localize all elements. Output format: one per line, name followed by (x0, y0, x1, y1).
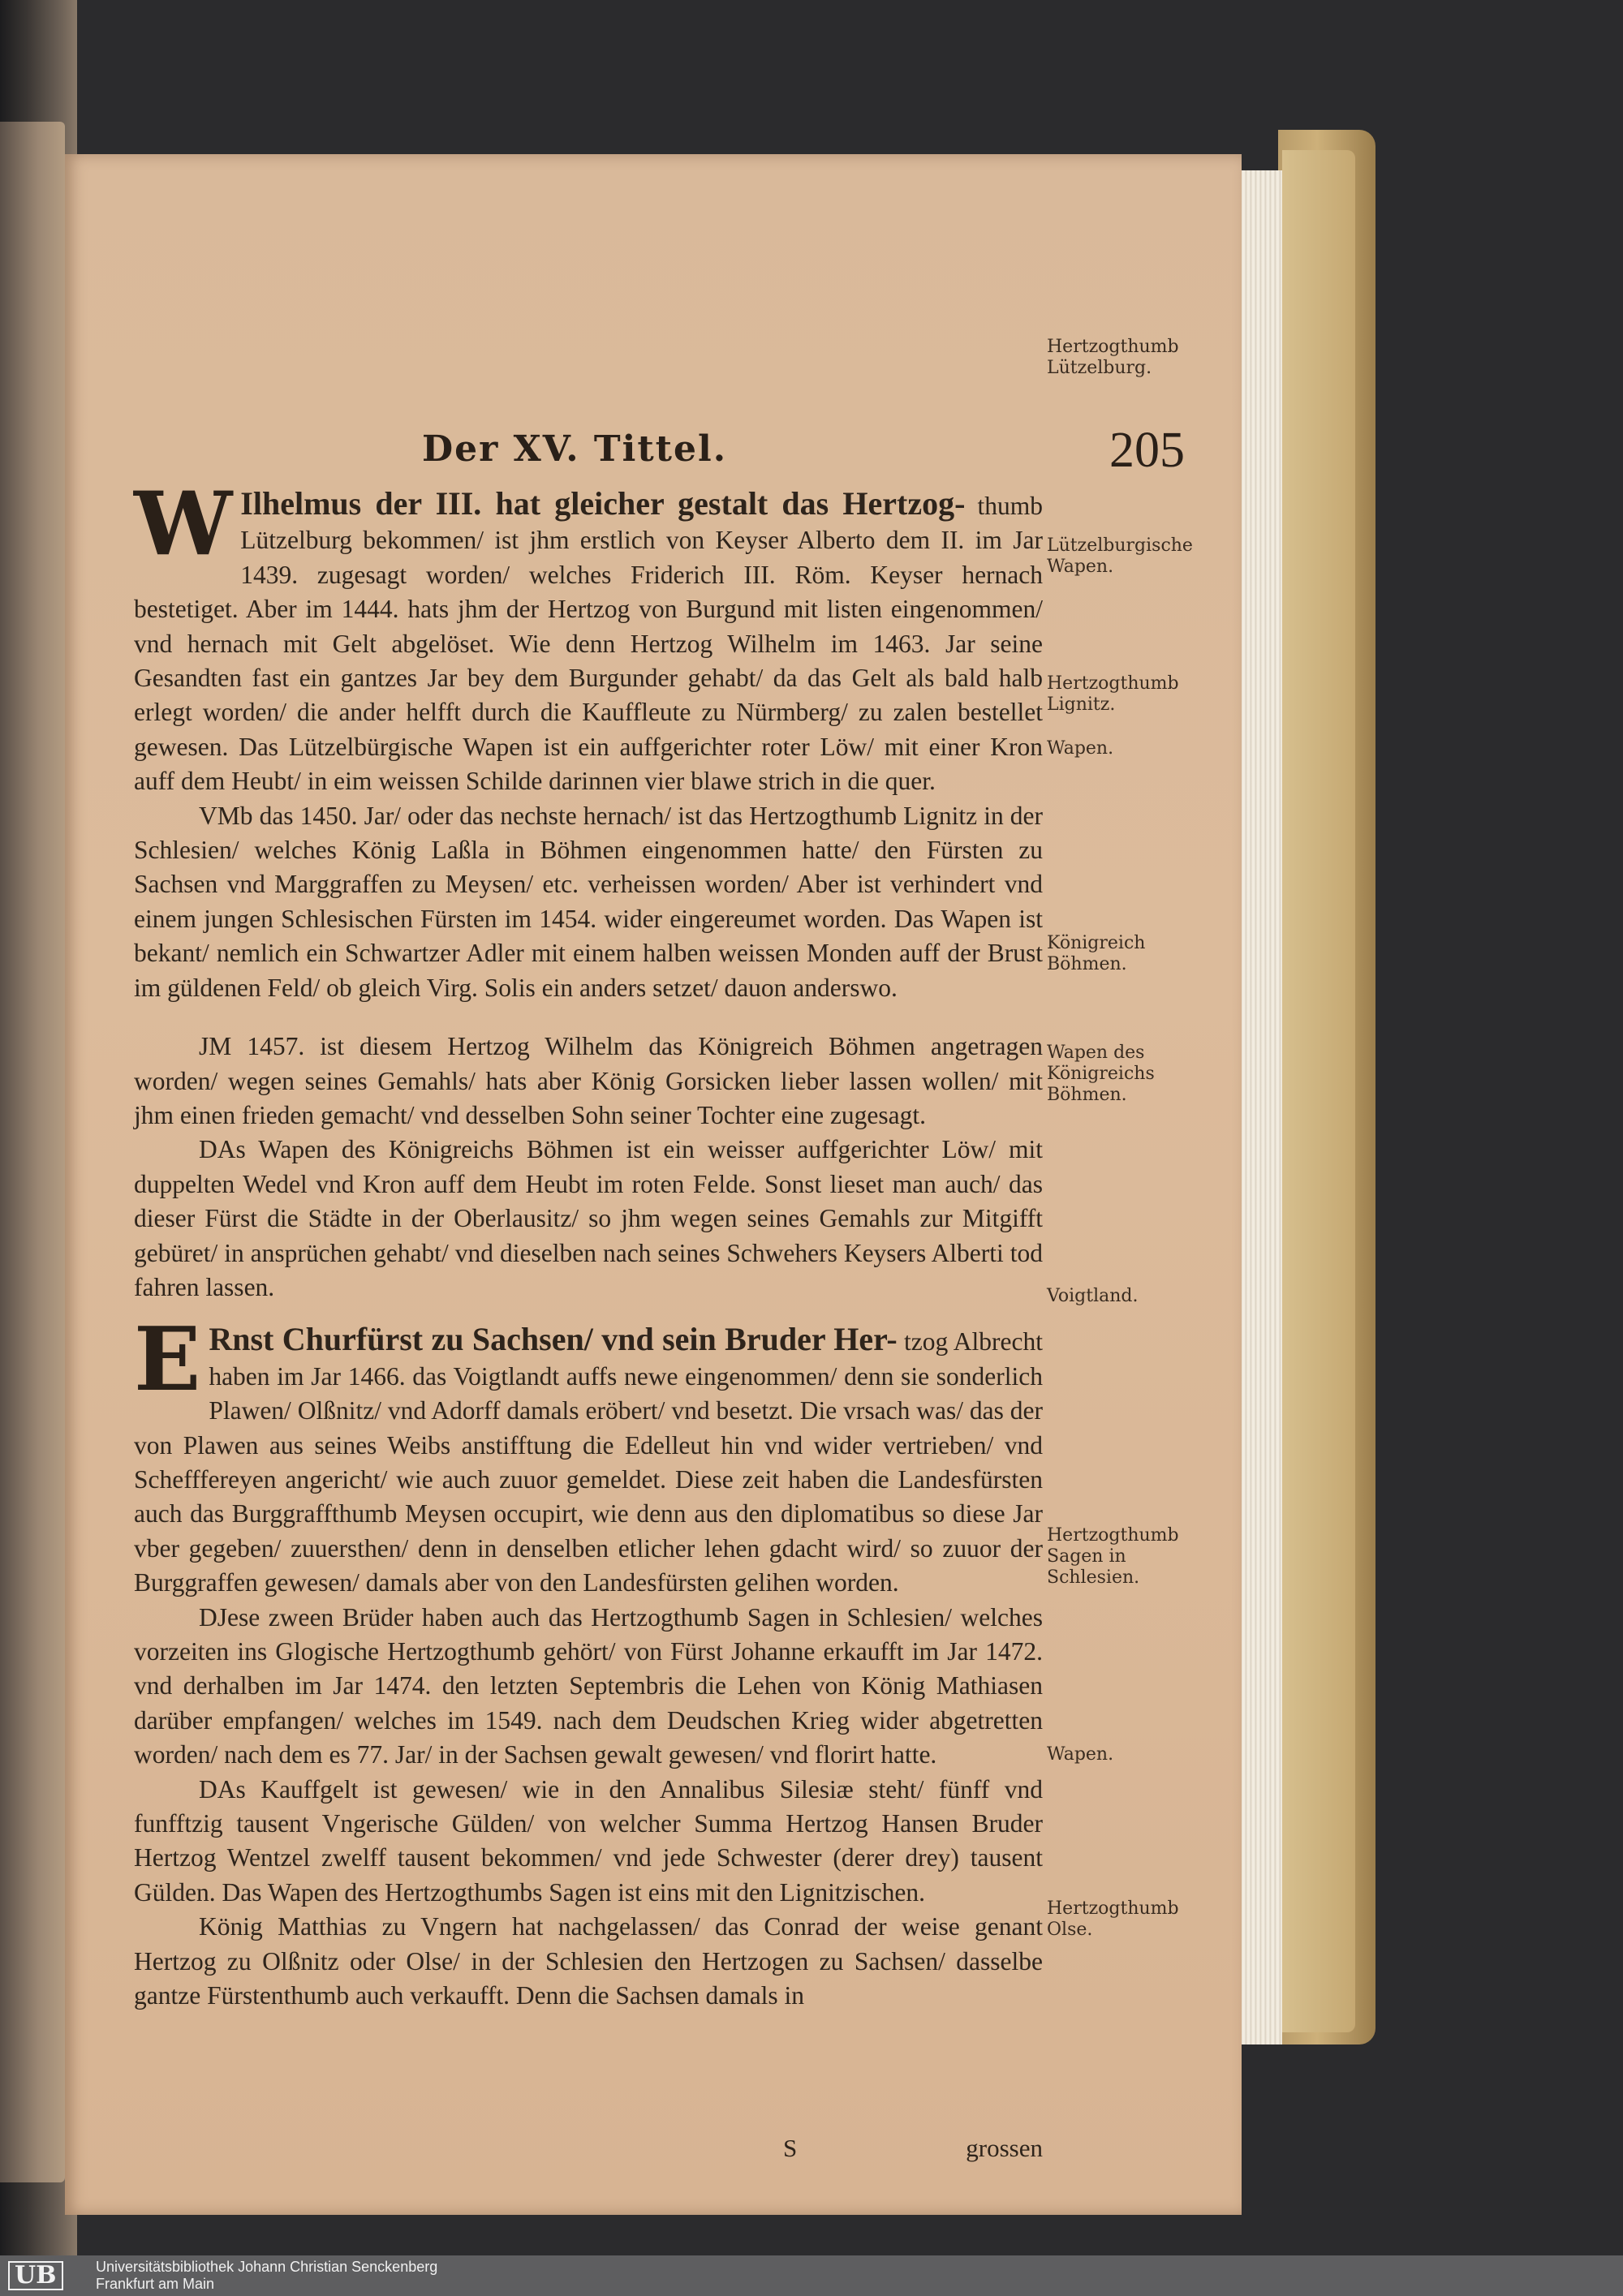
paragraph-kauffgelt: DAs Kauffgelt ist gewesen/ wie in den Annalibus Silesiæ steht/ fünff vnd funfftzig tausent Vngerische Gülden/ von welcher Summa Hertzog Hansen Bruder Hertzog Wentzel zwelff tausent bekommen/ vnd jede Schwester (derer drey) tausent Gülden. Das Wapen des Hertzogthumbs Sagen ist eins mit den Lignitzischen. (134, 1774, 1043, 1907)
margin-note: Wapen. (1047, 1744, 1114, 1765)
margin-note: Wapen. (1047, 738, 1114, 759)
paragraph-text: tzog Albrecht haben im Jar 1466. das Voigtlandt auffs newe eingenommen/ denn sie sonderlich Plawen/ Olßnitz/ vnd Adorff damals eröbert/ vnd besetzt. Die vrsach was/ das der von Plawen aus seines Weibs anstifftung die Edelleut hin vnd wider vertrieben/ vnd Schefffereyen angericht/ wie auch zuuor gemeldet. Diese zeit haben die Landesfürsten auch das Burggraffthumb Meysen occupirt, wie denn aus den diplomatibus so diese Jar vber gegeben/ zuuersthen/ denn in denselben etlicher lehen gdacht wird/ so zuuor der Burggraffen gewesen/ damals aber von den Landesfürsten gelihen worden. (134, 1327, 1044, 1597)
library-name-line1: Universitätsbibliothek Johann Christian Senckenberg (96, 2259, 438, 2275)
initial-letter: W (134, 473, 233, 575)
paragraph-boehmen-wapen: DAs Wapen des Königreichs Böhmen ist ein weisser auffgerichter Löw/ mit duppelten Wedel vnd Kron auff dem Heubt im roten Felde. Sonst lieset man auch/ das dieser Fürst die Städte in der Oberlausitz/ so jhm wegen seines Gemahls zur Mitgifft gebüret/ in ansprüchen gehabt/ vnd dieselben nach seines Schwehers Keysers Alberti tod fahren lassen. (134, 1135, 1043, 1301)
page-header (422, 422, 1185, 487)
library-name-line2: Frankfurt am Main (96, 2276, 215, 2292)
paragraph-lignitz: VMb das 1450. Jar/ oder das nechste hernach/ ist das Hertzogthumb Lignitz in der Schlesien/ welches König Laßla in Böhmen eingenommen hatte/ den Fürsten zu Sachsen vnd Marggraffen zu Meysen/ etc. verheissen worden/ Aber ist verhindert vnd einem jungen Schlesischen Fürsten im 1454. wider eingereumet worden. Das Wapen ist bekant/ nemlich ein Schwartzer Adler mit einem halben weissen Monden auff der Brust im güldenen Feld/ ob gleich Virg. Solis ein anders setzet/ dauon anderswo. (134, 801, 1043, 1002)
body-text (134, 473, 1044, 2013)
margin-note: Königreich Böhmen. (1047, 933, 1146, 974)
page-number: 205 (1109, 423, 1185, 478)
library-name (96, 2259, 437, 2293)
book-page (65, 154, 1242, 2215)
margin-note: Hertzogthumb Lützelburg. (1047, 337, 1179, 378)
paragraph-voigtland (134, 1309, 1044, 1600)
paragraph-luetzelburg (134, 473, 1044, 799)
margin-note: Hertzogthumb Lignitz. (1047, 673, 1179, 715)
paragraph-text: thumb Lützelburg bekommen/ ist jhm erstlich von Keyser Alberto dem II. im Jar 1439. zugesagt worden/ welches Friderich III. Röm. Keyser hernach bestetiget. Aber im 1444. hats jhm der Hertzog von Burgund mit listen eingenommen/ vnd hernach mit Gelt abgelöset. Wie denn Hertzog Wilhelm im 1463. Jar seine Gesandten fast ein gantzes Jar bey dem Burgunder gehabt/ da das Gelt als bald halb erlegt worden/ die ander helfft durch die Kauffleute zu Nürmberg/ zu zalen bestellet gewesen. Das Lützelbürgische Wapen ist ein auffgerichter roter Löw/ mit einer Kron auff dem Heubt/ in eim weissen Schilde darinnen vier blawe strich in die quer. (134, 492, 1044, 796)
margin-note: Lützelburgische Wapen. (1047, 535, 1193, 577)
lead-line: Ilhelmus der III. hat gleicher gestalt das Hertzog- (240, 485, 966, 522)
ub-logo[interactable]: UB (8, 2260, 89, 2291)
running-title: Der XV. Tittel. (422, 428, 728, 470)
margin-note: Voigtland. (1047, 1286, 1139, 1306)
signature-mark: S (783, 2134, 798, 2162)
paragraph-olse: König Matthias zu Vngern hat nachgelassen/ das Conrad der weise genant Hertzog zu Olßnitz oder Olse/ in der Schlesien den Hertzogen zu Sachsen/ dasselbe gantze Fürstenthumb auch verkaufft. Denn die Sachsen damals in (134, 1912, 1043, 2010)
initial-letter: E (134, 1309, 201, 1412)
spacer (134, 1005, 1043, 1030)
book-cover-inner (1282, 150, 1355, 2032)
paragraph-boehmen: JM 1457. ist diesem Hertzog Wilhelm das Königreich Böhmen angetragen worden/ wegen seines Gemahls/ hats aber König Gorsicken lieber lassen wollen/ mit jhm einen frieden gemacht/ vnd desselben Sohn seiner Tochter eine zugesagt. (134, 1032, 1043, 1129)
library-footer (0, 2255, 1623, 2296)
paragraph-sagen: DJese zween Brüder haben auch das Hertzogthumb Sagen in Schlesien/ welches vorzeiten ins Glogische Hertzogthumb gehört/ von Fürst Johanne erkaufft im Jar 1472. vnd derhalben im Jar 1474. den letzten Septembris die Lehen von König Mathiasen darüber empfangen/ welches im 1549. nach dem Deudschen Krieg wider abgetretten worden/ nach dem es 77. Jar/ in der Sachsen gewalt gewesen/ vnd florirt hatte. (134, 1602, 1043, 1769)
catchline (134, 2134, 1043, 2166)
catchword: grossen (966, 2134, 1043, 2162)
page-block-edges (1238, 170, 1282, 2044)
margin-note: Hertzogthumb Olse. (1047, 1898, 1179, 1940)
margin-note: Wapen des Königreichs Böhmen. (1047, 1043, 1155, 1105)
margin-note: Hertzogthumb Sagen in Schlesien. (1047, 1525, 1179, 1588)
previous-page-edge (0, 122, 65, 2182)
lead-line: Rnst Churfürst zu Sachsen/ vnd sein Bruder Her- (209, 1321, 898, 1358)
